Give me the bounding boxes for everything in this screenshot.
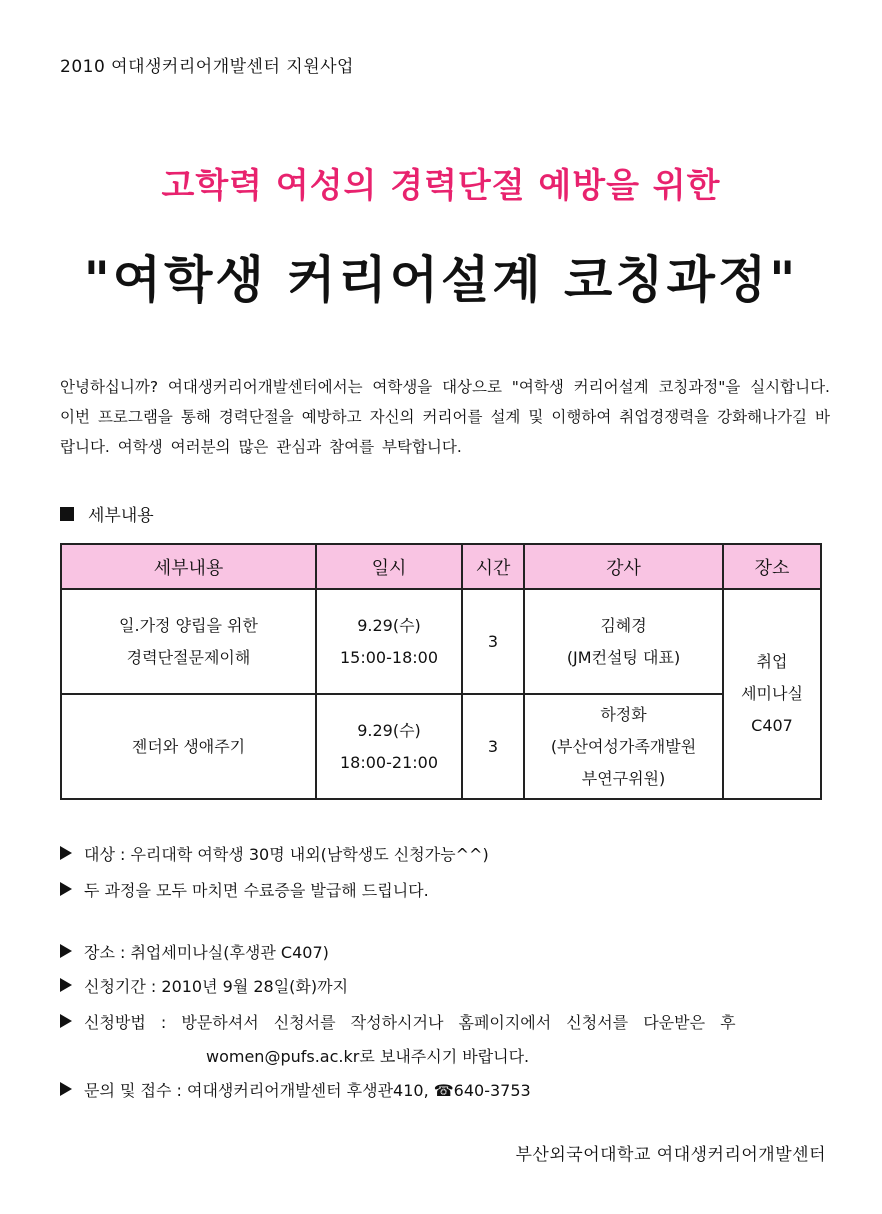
- main-title: "여학생 커리어설계 코칭과정": [83, 251, 799, 309]
- contact-text: 문의 및 접수 : 여대생커리어개발센터 후생관410, ☎640-3753: [84, 1081, 531, 1100]
- table-row: [61, 589, 821, 694]
- cell-venue: [723, 589, 821, 799]
- cell-text: 하정화: [600, 704, 647, 724]
- intro-paragraph: 안녕하십니까? 여대생커리어개발센터에서는 여학생을 대상으로 "여학생 커리어설계 코칭과정"을 실시합니다. 이번 프로그램을 통해 경력단절을 예방하고 자신의 커리어를 설계 및 이행하여 취업경쟁력을 강화해나가길 바랍니다. 여학생 여러분의 많은 관심과 참여를 부탁합니다.: [60, 378, 830, 456]
- cell-content: [61, 589, 316, 694]
- method-continued: women@pufs.ac.kr로 보내주시기 바랍니다.: [206, 1047, 530, 1066]
- cell-instructor: [524, 589, 723, 694]
- header-datetime: 일시: [316, 544, 462, 589]
- list-item: [60, 878, 429, 901]
- cell-datetime: [316, 589, 462, 694]
- table-header-row: [61, 544, 821, 589]
- header-content: 세부내용: [61, 544, 316, 589]
- triangle-bullet-icon: [60, 846, 72, 860]
- header-instructor: 강사: [524, 544, 723, 589]
- cell-text: C407: [751, 716, 793, 735]
- footer-organization: 부산외국어대학교 여대생커리어개발센터: [515, 1145, 826, 1165]
- triangle-bullet-icon: [60, 944, 72, 958]
- header-venue: 장소: [723, 544, 821, 589]
- cell-hours: 3: [462, 694, 524, 799]
- header-hours: 시간: [462, 544, 524, 589]
- triangle-bullet-icon: [60, 882, 72, 896]
- triangle-bullet-icon: [60, 1014, 72, 1028]
- cell-text: 18:00-21:00: [340, 752, 438, 772]
- cell-instructor: [524, 694, 723, 799]
- cell-text: 일.가정 양립을 위한: [119, 615, 258, 635]
- cell-text: 경력단절문제이해: [126, 647, 251, 667]
- method-text: 신청방법 : 방문하셔서 신청서를 작성하시거나 홈페이지에서 신청서를 다운받은 후: [84, 1013, 736, 1032]
- cell-text: 젠더와 생애주기: [131, 736, 246, 756]
- list-item: [60, 940, 329, 963]
- program-line: 2010 여대생커리어개발센터 지원사업: [60, 57, 354, 77]
- cell-text: (부산여성가족개발원: [550, 736, 697, 756]
- cell-content: [61, 694, 316, 799]
- subtitle: 고학력 여성의 경력단절 예방을 위한: [161, 166, 721, 206]
- cell-text: 9.29(수): [357, 720, 421, 740]
- cell-text: 세미나실: [741, 684, 803, 703]
- list-item: [60, 1010, 736, 1033]
- triangle-bullet-icon: [60, 1082, 72, 1096]
- certificate-text: 두 과정을 모두 마치면 수료증을 발급해 드립니다.: [84, 881, 429, 900]
- cell-text: 부연구위원): [581, 768, 666, 788]
- target-text: 대상 : 우리대학 여학생 30명 내외(남학생도 신청가능^^): [84, 845, 489, 864]
- section-heading: [60, 501, 154, 526]
- cell-text: 취업: [756, 652, 788, 671]
- list-item: [60, 1078, 531, 1101]
- cell-hours: 3: [462, 589, 524, 694]
- cell-text: (JM컨설팅 대표): [566, 647, 681, 667]
- cell-datetime: [316, 694, 462, 799]
- schedule-table: [60, 543, 822, 800]
- list-item: [60, 842, 489, 865]
- table-row: [61, 694, 821, 799]
- triangle-bullet-icon: [60, 978, 72, 992]
- list-item: [60, 974, 348, 997]
- black-square-icon: [60, 507, 74, 521]
- section-heading-label: 세부내용: [88, 506, 154, 526]
- cell-text: 김혜경: [600, 615, 647, 635]
- cell-text: 9.29(수): [357, 615, 421, 635]
- cell-text: 15:00-18:00: [340, 647, 438, 667]
- place-text: 장소 : 취업세미나실(후생관 C407): [84, 943, 329, 962]
- period-text: 신청기간 : 2010년 9월 28일(화)까지: [84, 977, 349, 996]
